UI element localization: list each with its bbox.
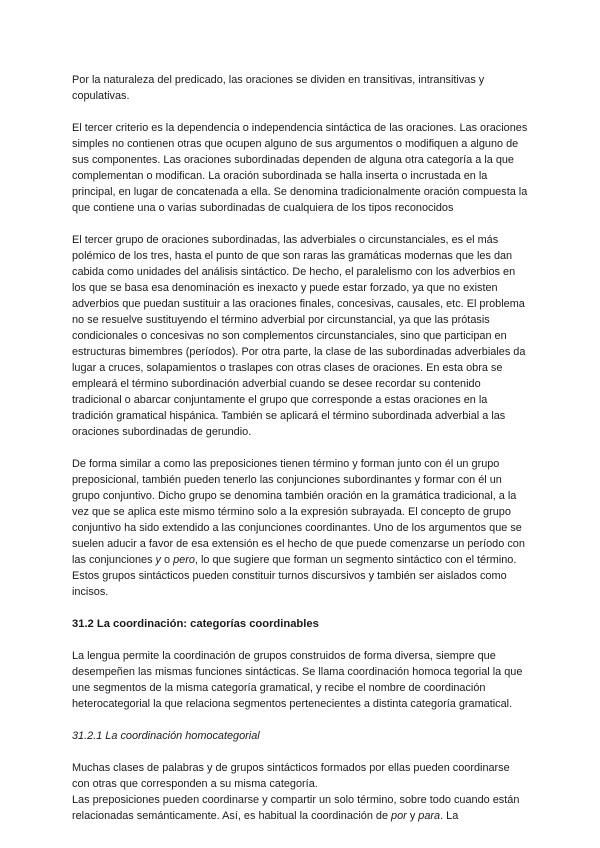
- paragraph-adverbiales: El tercer grupo de oraciones subordinadas, las adverbiales o circunstanciales, es el más polémico de los tres, hasta el punto de que son raras las gramáticas modernas que les dan cabida como unidades del análisis sintáctico. De hecho, el paralelismo con los adverbios en los que se basa esa denominación es inexacto y puede estar forzado, ya que no existen adverbios que puedan sustituir a las oraciones finales, concesivas, causales, etc. El problema no se resuelve sustituyendo el término adverbial por circunstancial, ya que las prótasis condicionales o concesivas no son complementos circunstanciales, sino que participan en estructuras bimembres (períodos). Por otra parte, la clase de las subordinadas adverbiales da lugar a cruces, solapamientos o traslapes con otras clases de oraciones. En esta obra se empleará el término subordinación adverbial cuando se desee recordar su contenido tradicional o abarcar conjuntamente el grupo que corresponde a estas oraciones en la tradición gramatical hispánica. También se aplicará el término subordinada adverbial a las oraciones subordinadas de gerundio.: [72, 234, 526, 438]
- document-page: [72, 72, 528, 824]
- paragraph-coordinacion: La lengua permite la coordinación de grupos construidos de forma diversa, siempre que desempeñen las mismas funciones sintácticas. Se llama coordinación homoca tegorial la que une segmentos de la misma categoría gramatical, y recibe el nombre de coordinación heterocategorial la que relaciona segmentos pertenecientes a distinta categoría gramatical.: [72, 650, 523, 710]
- text-run: , lo que sugiere que forman un segmento sintáctico con el término. Estos grupos sintácticos pueden constituir turnos discursivos y también ser aislados como incisos.: [72, 554, 517, 598]
- text-run: y: [406, 810, 419, 822]
- italic-term-y: y: [155, 554, 161, 566]
- text-run: Las preposiciones pueden coordinarse y compartir un solo término, sobre todo cuando están relacionadas semánticamente. Así, es habitual la coordinación de: [72, 794, 520, 822]
- italic-term-para: para: [418, 810, 441, 822]
- italic-term-por: por: [391, 810, 407, 822]
- section-heading: 31.2 La coordinación: categorías coordinables: [72, 618, 319, 630]
- paragraph-preposiciones: [72, 792, 528, 824]
- italic-term-pero: pero: [173, 554, 195, 566]
- paragraph-grupo-conjuntivo: [72, 456, 528, 600]
- paragraph-clases-palabras: Muchas clases de palabras y de grupos sintácticos formados por ellas pueden coordinarse con otras que corresponden a su misma categoría.: [72, 762, 510, 790]
- paragraph-tercer-criterio: El tercer criterio es la dependencia o independencia sintáctica de las oraciones. Las oraciones simples no contienen otras que ocupen alguno de sus argumentos o modifiquen a alguno de sus componentes. Las oraciones subordinadas dependen de alguna otra categoría a la que complementan o modifican. La oración subordinada se halla inserta o incrustada en la principal, en lugar de concatenada a ella. Se denomina tradicionalmente oración compuesta la que contiene una o varias subordinadas de cualquiera de los tipos reconocidos: [72, 122, 528, 214]
- text-run: De forma similar a como las preposiciones tienen término y forman junto con él un grupo preposicional, también pueden tenerlo las conjunciones subordinantes y formar con él un grupo conjuntivo. Dicho grupo se denomina también oración en la gramática tradicional, a la vez que se aplica este mismo término solo a la expresión subrayada. El concepto de grupo conjuntivo ha sido extendido a las conjunciones coordinantes. Uno de los argumentos que se suelen aducir a favor de esa extensión es el hecho de que puede comenzarse un período con las conjunciones: [72, 458, 525, 566]
- text-run: o: [161, 554, 174, 566]
- paragraph-predicado: Por la naturaleza del predicado, las oraciones se dividen en transitivas, intransitivas y copulativas.: [72, 74, 485, 102]
- subsection-heading: 31.2.1 La coordinación homocategorial: [72, 730, 260, 742]
- text-run: . La: [440, 810, 459, 822]
